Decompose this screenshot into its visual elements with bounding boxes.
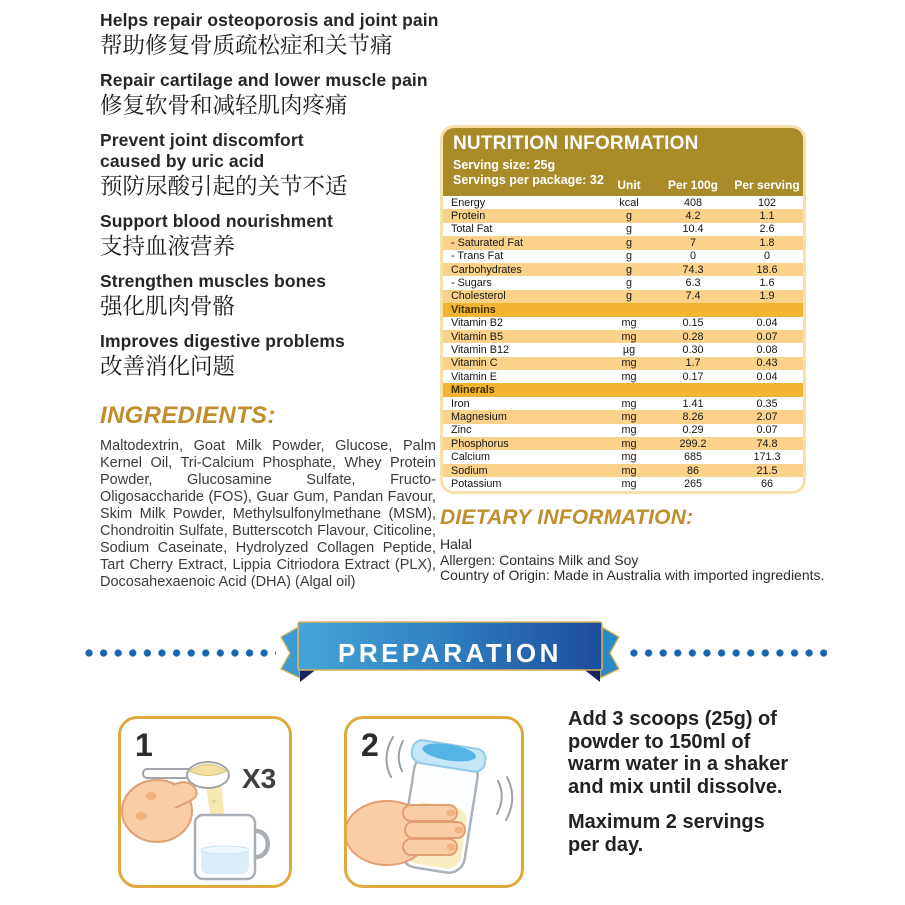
instruction-paragraph (568, 811, 888, 856)
nutrient-label: Energy (451, 196, 486, 209)
benefits-list (100, 10, 452, 391)
nutrient-label: Sodium (451, 464, 488, 477)
nutrient-per-serving: 18.6 (756, 263, 778, 276)
benefit-text-cn: 支持血液营养 (100, 234, 236, 259)
nutrient-unit: µg (622, 343, 636, 356)
step-box-1 (118, 716, 292, 888)
nutrition-row (443, 290, 803, 303)
nutrition-row (443, 196, 803, 209)
ribbon-tail-left (281, 626, 300, 678)
benefit-item (100, 331, 452, 382)
nutrient-per-100g: 1.7 (685, 357, 701, 370)
column-header-per-serving: Per serving (734, 178, 800, 192)
nutrition-row (443, 424, 803, 437)
nutrient-per-100g: 0.28 (682, 330, 704, 343)
nutrient-label: Protein (451, 210, 486, 223)
nutrition-column-headers (603, 178, 803, 192)
nutrient-label: Zinc (451, 424, 472, 437)
instruction-line: per day. (568, 833, 644, 856)
nutrient-per-serving: 1.6 (759, 277, 775, 290)
nutrient-per-100g: 8.26 (682, 410, 704, 423)
benefit-text-en: Support blood nourishment (100, 211, 333, 231)
nutrition-section-row (443, 303, 803, 316)
nutrition-row (443, 464, 803, 477)
nutrient-per-serving: 0.07 (756, 330, 778, 343)
nutrition-row (443, 437, 803, 450)
instruction-line: and mix until dissolve. (568, 775, 783, 798)
section-label: Vitamins (451, 303, 496, 316)
nutrient-unit: mg (621, 410, 637, 423)
nutrition-row (443, 250, 803, 263)
nutrient-unit: mg (621, 370, 637, 383)
nutrient-per-100g: 1.41 (682, 397, 704, 410)
nutrition-row (443, 317, 803, 330)
nutrition-section-row (443, 383, 803, 396)
dietary-section (440, 506, 870, 584)
nutrient-unit: mg (621, 464, 637, 477)
nutrition-row (443, 209, 803, 222)
benefit-text-cn: 帮助修复骨质疏松症和关节痛 (100, 33, 393, 58)
section-label: Minerals (451, 384, 495, 397)
nutrition-title: NUTRITION INFORMATION (453, 133, 699, 154)
nutrient-label: Vitamin B5 (451, 330, 504, 343)
nutrient-per-serving: 0.08 (756, 343, 778, 356)
serving-size: Serving size: 25g (453, 158, 556, 172)
column-header-per100g: Per 100g (667, 178, 719, 192)
nutrient-unit: mg (621, 357, 637, 370)
nutrient-label: - Sugars (451, 277, 492, 290)
nutrient-label: Cholesterol (451, 290, 506, 303)
nutrition-row (443, 330, 803, 343)
nutrition-row (443, 410, 803, 423)
nutrient-per-100g: 7 (689, 236, 696, 249)
benefit-text-en: caused by uric acid (100, 151, 265, 171)
dietary-line: Allergen: Contains Milk and Soy (440, 551, 639, 568)
nutrient-label: Iron (451, 397, 470, 410)
benefit-item (100, 130, 452, 202)
dietary-line: Halal (440, 536, 472, 552)
instruction-line: powder to 150ml of (568, 730, 751, 753)
benefit-text-cn: 预防尿酸引起的关节不适 (100, 174, 348, 199)
nutrient-label: - Saturated Fat (451, 236, 524, 249)
nutrition-row (443, 477, 803, 490)
dotted-divider-left (85, 649, 276, 657)
nutrient-per-serving: 1.1 (759, 210, 775, 223)
nutrient-per-100g: 408 (683, 196, 702, 209)
nutrition-panel (440, 125, 806, 494)
nutrition-row (443, 223, 803, 236)
nutrient-label: Calcium (451, 451, 490, 464)
hand-icon (122, 780, 197, 842)
step-2-number: 2 (361, 727, 379, 763)
dietary-line: Country of Origin: Made in Australia with imported ingredients. (440, 567, 825, 583)
dietary-title: DIETARY INFORMATION: (440, 506, 694, 529)
scoop-count-label: X3 (242, 763, 277, 794)
nutrient-per-100g: 299.2 (679, 437, 707, 450)
nutrient-per-serving: 2.6 (759, 223, 775, 236)
nutrient-per-100g: 0.15 (682, 317, 704, 330)
nutrient-unit: g (625, 290, 632, 303)
nutrient-per-serving: 102 (757, 196, 776, 209)
step-1-number: 1 (135, 727, 153, 763)
benefit-item (100, 271, 452, 322)
nutrient-per-serving: 1.9 (759, 290, 775, 303)
column-header-unit: Unit (617, 178, 641, 192)
servings-per-package: Servings per package: 32 (453, 173, 604, 187)
benefit-text-cn: 修复软骨和减轻肌肉疼痛 (100, 93, 348, 118)
benefit-item (100, 70, 452, 121)
nutrient-unit: kcal (619, 196, 639, 209)
instruction-line: Add 3 scoops (25g) of (568, 708, 777, 730)
nutrient-unit: g (625, 236, 632, 249)
nutrient-per-100g: 0.17 (682, 370, 704, 383)
nutrient-per-serving: 0.04 (756, 370, 778, 383)
nutrient-per-100g: 265 (683, 477, 702, 490)
nutrient-label: Vitamin C (451, 357, 498, 370)
benefit-text-en: Improves digestive problems (100, 331, 345, 351)
nutrition-row (443, 357, 803, 370)
nutrient-per-serving: 66 (760, 477, 773, 490)
benefit-text-en: Helps repair osteoporosis and joint pain (100, 10, 439, 30)
nutrient-per-100g: 6.3 (685, 277, 701, 290)
nutrient-per-serving: 1.8 (759, 236, 775, 249)
nutrient-per-serving: 74.8 (756, 437, 778, 450)
spoon-handle (143, 769, 193, 778)
nutrient-per-serving: 0.07 (756, 424, 778, 437)
ingredients-title: INGREDIENTS: (100, 402, 276, 429)
nutrient-per-100g: 0.30 (682, 343, 704, 356)
nutrient-label: Vitamin B2 (451, 317, 504, 330)
benefit-item (100, 10, 452, 61)
ribbon-tail-right (600, 626, 619, 678)
nutrient-unit: g (625, 277, 632, 290)
nutrient-label: Vitamin E (451, 370, 498, 383)
nutrient-unit: g (625, 250, 632, 263)
nutrient-unit: mg (621, 330, 637, 343)
nutrient-label: Total Fat (451, 223, 493, 236)
benefit-text-en: Prevent joint discomfort (100, 130, 304, 150)
nutrient-label: Phosphorus (451, 437, 509, 450)
nutrition-row (443, 450, 803, 463)
instruction-line: warm water in a shaker (568, 753, 789, 775)
benefit-text-en: Repair cartilage and lower muscle pain (100, 70, 428, 90)
nutrition-row (443, 343, 803, 356)
nutrient-unit: g (625, 263, 632, 276)
nutrient-per-100g: 4.2 (685, 210, 701, 223)
nutrition-row (443, 397, 803, 410)
nutrient-per-serving: 2.07 (756, 410, 778, 423)
instruction-paragraph (568, 708, 888, 798)
mug-handle (255, 831, 268, 857)
nutrient-label: Carbohydrates (451, 263, 522, 276)
nutrient-unit: mg (621, 397, 637, 410)
nutrition-row (443, 370, 803, 383)
nutrient-label: Magnesium (451, 410, 507, 423)
nutrition-row (443, 276, 803, 289)
nutrient-per-100g: 0 (689, 250, 696, 263)
nutrient-unit: g (625, 210, 632, 223)
nutrient-per-serving: 0.04 (756, 317, 778, 330)
nutrition-row (443, 263, 803, 276)
dietary-lines (440, 537, 870, 584)
hand-icon (347, 801, 465, 865)
nutrient-per-serving: 0.43 (756, 357, 778, 370)
nutrition-row (443, 236, 803, 249)
benefit-text-cn: 强化肌肉骨骼 (100, 294, 236, 319)
nutrient-unit: mg (621, 451, 637, 464)
benefit-text-cn: 改善消化问题 (100, 354, 236, 379)
nutrition-table-body (443, 196, 803, 491)
instruction-line: Maximum 2 servings (568, 811, 765, 833)
nutrient-per-serving: 0 (763, 250, 770, 263)
nutrient-unit: mg (621, 317, 637, 330)
nutrient-unit: g (625, 223, 632, 236)
preparation-banner-label: PREPARATION (338, 637, 562, 668)
dotted-divider-right (630, 649, 827, 657)
benefit-item (100, 211, 452, 262)
nutrient-per-100g: 685 (683, 451, 702, 464)
nutrient-per-serving: 171.3 (753, 451, 781, 464)
ingredients-section (100, 402, 436, 591)
nutrient-per-100g: 7.4 (685, 290, 701, 303)
nutrient-per-100g: 10.4 (682, 223, 704, 236)
nutrient-label: - Trans Fat (451, 250, 504, 263)
preparation-banner (280, 612, 620, 692)
preparation-instructions (568, 708, 888, 869)
nutrient-per-serving: 0.35 (756, 397, 778, 410)
nutrient-label: Potassium (451, 477, 502, 490)
nutrient-per-100g: 86 (686, 464, 699, 477)
ingredients-text: Maltodextrin, Goat Milk Powder, Glucose, Palm Kernel Oil, Tri-Calcium Phosphate, Whey Protein Powder, Glucosamine Sulfate, Fructo-Oligosaccharide (FOS), Guar Gum, Pandan Favour, Skim Milk Powder, Methylsulfonylmethane (MSM), Chondroitin Sulfate, Butterscotch Flavour, Citicoline, Sodium Caseinate, Hydrolyzed Collagen Peptide, Tart Cherry Extract, Lippia Citriodora Extract (PLX), Docosahexaenoic Acid (DHA) (Algal oil) (100, 438, 436, 590)
nutrient-label: Vitamin B12 (451, 343, 510, 356)
benefit-text-en: Strengthen muscles bones (100, 271, 327, 291)
nutrient-unit: mg (621, 477, 637, 490)
nutrient-unit: mg (621, 424, 637, 437)
step-box-2 (344, 716, 524, 888)
nutrition-header (440, 125, 806, 196)
nutrient-unit: mg (621, 437, 637, 450)
nutrient-per-serving: 21.5 (756, 464, 778, 477)
nutrient-per-100g: 0.29 (682, 424, 704, 437)
nutrient-per-100g: 74.3 (682, 263, 704, 276)
